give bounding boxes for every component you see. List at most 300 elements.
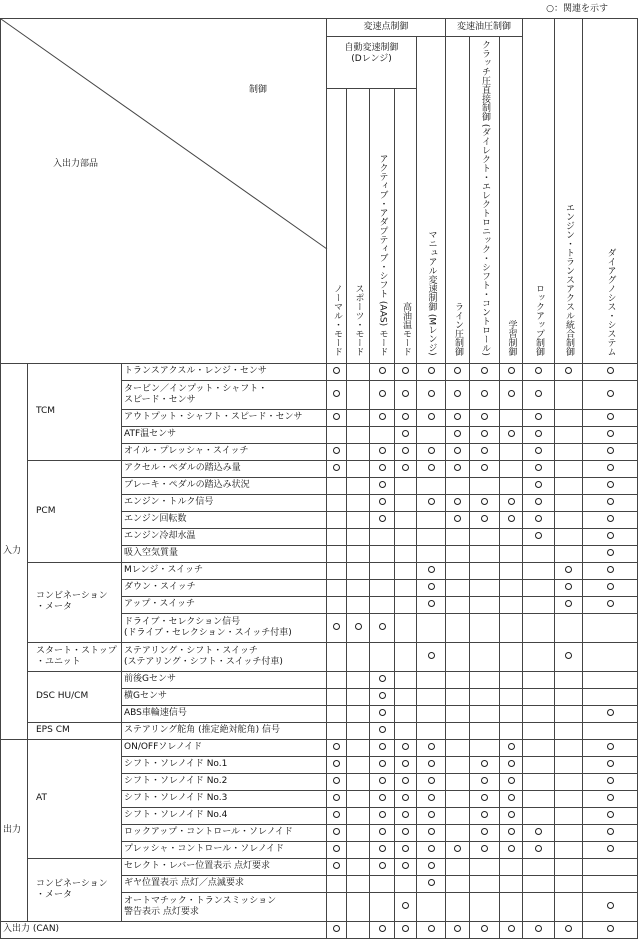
relation-mark [535,413,542,420]
mark-cell [523,443,555,460]
mark-cell [370,596,395,613]
relation-mark [607,743,614,750]
relation-mark [428,845,435,852]
row-name: Mレンジ・スイッチ [122,562,327,579]
mark-cell [470,824,500,841]
relation-mark [379,464,386,471]
mark-cell [446,688,470,705]
mark-cell [500,363,523,380]
mark-cell [370,722,395,739]
row-name: ステアリング舵角 (推定絶対舵角) 信号 [122,722,327,739]
mark-cell [446,790,470,807]
relation-mark [402,430,409,437]
corner-cell [1,19,327,364]
row-name: 前後Gセンサ [122,671,327,688]
mark-cell [347,613,370,642]
header-row-1 [1,19,638,37]
column-header-label: ロックアップ制御 [534,283,545,356]
mark-cell [470,494,500,511]
mark-cell [470,875,500,892]
mark-cell [446,363,470,380]
mark-cell [370,426,395,443]
relation-mark [481,811,488,818]
relation-mark [454,447,461,454]
mark-cell [417,773,446,790]
control-label: 制御 [249,85,268,95]
relation-mark [428,862,435,869]
mark-cell [347,562,370,579]
mark-cell [500,892,523,921]
relation-mark [428,879,435,886]
mark-cell [555,642,583,671]
relation-mark [454,367,461,374]
mark-cell [555,511,583,528]
mark-cell [347,722,370,739]
mark-cell [370,562,395,579]
relation-mark [481,447,488,454]
mark-cell [417,642,446,671]
mark-cell [500,494,523,511]
mark-cell [446,613,470,642]
relation-mark [379,862,386,869]
group-shift-pressure: 変速油圧制御 [446,19,523,37]
relation-mark [333,925,340,932]
relation-mark [402,447,409,454]
mark-cell [470,841,500,858]
relation-mark [379,760,386,767]
mark-cell [500,739,523,756]
mark-cell [446,545,470,562]
mark-cell [500,545,523,562]
relation-mark [428,390,435,397]
mark-cell [347,511,370,528]
mark-cell [583,380,638,409]
relation-mark [454,413,461,420]
mark-cell [395,528,417,545]
relation-mark [481,845,488,852]
mark-cell [446,494,470,511]
mark-cell [470,409,500,426]
mark-cell [347,824,370,841]
mark-cell [583,494,638,511]
mark-cell [370,579,395,596]
mark-cell [395,739,417,756]
mark-cell [500,443,523,460]
mark-cell [523,671,555,688]
relation-mark [508,498,515,505]
mark-cell [395,426,417,443]
mark-cell [555,528,583,545]
legend: ○：関連を示す [546,4,608,14]
mark-cell [347,545,370,562]
mark-cell [395,841,417,858]
relation-mark [333,862,340,869]
mark-cell [417,545,446,562]
mark-cell [370,671,395,688]
row-name: エンジン冷却水温 [122,528,327,545]
mark-cell [555,858,583,875]
table-row [1,642,638,671]
relation-mark [565,600,572,607]
mark-cell [470,596,500,613]
mark-cell [347,443,370,460]
mark-cell [470,380,500,409]
mark-cell [500,921,523,938]
relation-mark [481,413,488,420]
relation-mark [481,828,488,835]
mark-cell [523,841,555,858]
mark-cell [327,739,347,756]
table-row [1,363,638,380]
row-name: アップ・スイッチ [122,596,327,613]
mark-cell [327,688,347,705]
relation-mark [379,794,386,801]
mark-cell [583,443,638,460]
relation-mark [535,515,542,522]
mark-cell [347,426,370,443]
relation-mark [333,743,340,750]
relation-mark [402,862,409,869]
relation-mark [428,464,435,471]
column-header-label: アクティブ・アダプティブ・シフト (AAS) モード [377,153,388,356]
mark-cell [417,892,446,921]
mark-cell [470,511,500,528]
relation-mark [333,367,340,374]
mark-cell [417,596,446,613]
relation-mark [402,413,409,420]
mark-cell [555,705,583,722]
mark-cell [555,409,583,426]
mark-cell [500,824,523,841]
mark-cell [370,807,395,824]
relation-mark [428,925,435,932]
mark-cell [470,705,500,722]
relation-mark [535,498,542,505]
mark-cell [327,562,347,579]
mark-cell [523,380,555,409]
mark-cell [417,562,446,579]
column-header-9 [555,19,583,364]
relation-mark [428,760,435,767]
relation-mark [402,760,409,767]
mark-cell [555,807,583,824]
mark-cell [583,722,638,739]
mark-cell [583,613,638,642]
mark-cell [395,596,417,613]
mark-cell [395,892,417,921]
relation-mark [481,367,488,374]
column-header-label: エンジン・トランスアクスル統合制御 [564,202,575,356]
relation-mark [333,464,340,471]
mark-cell [470,790,500,807]
relation-mark [607,811,614,818]
mark-cell [470,363,500,380]
relation-mark [428,777,435,784]
relation-mark [379,390,386,397]
relation-mark [333,390,340,397]
mark-cell [523,409,555,426]
relation-mark [607,925,614,932]
row-name: ステアリング・シフト・スイッチ (ステアリング・シフト・スイッチ付車) [122,642,327,671]
mark-cell [417,921,446,938]
row-name: タービン／インプット・シャフト・ スピード・センサ [122,380,327,409]
mark-cell [347,739,370,756]
mark-cell [395,642,417,671]
mark-cell [370,494,395,511]
mark-cell [500,579,523,596]
group-label: コンビネーション ・メータ [28,562,122,642]
row-name: オートマチック・トランスミッション 警告表示 点灯要求 [122,892,327,921]
group-label: EPS CM [28,722,122,739]
relation-mark [428,498,435,505]
relation-mark [402,777,409,784]
mark-cell [555,824,583,841]
row-name: ブレーキ・ペダルの踏込み状況 [122,477,327,494]
column-header-3 [395,88,417,363]
relation-mark [428,828,435,835]
column-header-8 [523,19,555,364]
mark-cell [370,477,395,494]
mark-cell [395,511,417,528]
mark-cell [555,477,583,494]
relation-mark [428,811,435,818]
mark-cell [446,705,470,722]
relation-mark [565,652,572,659]
mark-cell [327,705,347,722]
row-name: セレクト・レバー位置表示 点灯要求 [122,858,327,875]
mark-cell [555,841,583,858]
mark-cell [523,363,555,380]
mark-cell [327,426,347,443]
group-label: スタート・ストップ ・ユニット [28,642,122,671]
mark-cell [347,858,370,875]
relation-mark [565,583,572,590]
mark-cell [347,409,370,426]
mark-cell [347,921,370,938]
relation-table [0,18,638,939]
mark-cell [327,443,347,460]
mark-cell [417,671,446,688]
table-row [1,739,638,756]
mark-cell [417,824,446,841]
column-header-label: ノーマル・モード [332,283,343,356]
mark-cell [523,545,555,562]
mark-cell [583,460,638,477]
relation-mark [333,760,340,767]
mark-cell [470,477,500,494]
row-name: ギヤ位置表示 点灯／点滅要求 [122,875,327,892]
relation-mark [481,794,488,801]
mark-cell [583,477,638,494]
mark-cell [395,790,417,807]
relation-mark [508,367,515,374]
relation-mark [379,845,386,852]
mark-cell [523,790,555,807]
mark-cell [370,688,395,705]
mark-cell [583,824,638,841]
relation-mark [607,390,614,397]
relation-mark [379,925,386,932]
relation-mark [428,652,435,659]
mark-cell [446,579,470,596]
relation-mark [607,549,614,556]
mark-cell [523,426,555,443]
mark-cell [395,579,417,596]
mark-cell [500,613,523,642]
column-header-label: ダイアグノシス・システム [605,247,616,356]
relation-mark [379,675,386,682]
mark-cell [583,773,638,790]
mark-cell [470,892,500,921]
mark-cell [347,841,370,858]
can-row [1,921,638,938]
row-name: ダウン・スイッチ [122,579,327,596]
mark-cell [370,642,395,671]
column-header-10 [583,19,638,364]
relation-mark [607,600,614,607]
mark-cell [555,596,583,613]
mark-cell [583,545,638,562]
relation-mark [333,828,340,835]
mark-cell [523,807,555,824]
row-name: シフト・ソレノイド No.4 [122,807,327,824]
mark-cell [555,494,583,511]
row-name: シフト・ソレノイド No.2 [122,773,327,790]
relation-mark [607,777,614,784]
diagonal-line [1,19,327,249]
relation-mark [402,367,409,374]
relation-mark [428,583,435,590]
mark-cell [347,579,370,596]
relation-mark [607,583,614,590]
mark-cell [327,494,347,511]
mark-cell [500,460,523,477]
column-header-0 [327,88,347,363]
relation-mark [402,925,409,932]
mark-cell [417,705,446,722]
relation-mark [428,447,435,454]
mark-cell [500,477,523,494]
relation-mark [607,566,614,573]
mark-cell [370,858,395,875]
mark-cell [555,875,583,892]
mark-cell [555,460,583,477]
mark-cell [446,671,470,688]
mark-cell [395,562,417,579]
mark-cell [500,858,523,875]
mark-cell [395,773,417,790]
column-header-label: マニュアル変速制御 (Mレンジ) [426,230,437,356]
mark-cell [446,562,470,579]
mark-cell [500,642,523,671]
mark-cell [500,790,523,807]
mark-cell [347,494,370,511]
mark-cell [417,790,446,807]
mark-cell [470,921,500,938]
relation-mark [379,709,386,716]
relation-mark [333,794,340,801]
mark-cell [583,858,638,875]
relation-mark [428,794,435,801]
relation-mark [402,828,409,835]
mark-cell [523,875,555,892]
mark-cell [470,545,500,562]
relation-mark [607,828,614,835]
mark-cell [500,562,523,579]
mark-cell [327,875,347,892]
row-name: ロックアップ・コントロール・ソレノイド [122,824,327,841]
mark-cell [555,613,583,642]
relation-mark [607,794,614,801]
relation-mark [402,902,409,909]
mark-cell [446,875,470,892]
row-name: シフト・ソレノイド No.3 [122,790,327,807]
mark-cell [347,528,370,545]
mark-cell [395,858,417,875]
mark-cell [327,511,347,528]
mark-cell [395,380,417,409]
relation-mark [508,811,515,818]
relation-mark [379,515,386,522]
mark-cell [370,739,395,756]
relation-mark [481,515,488,522]
column-header-2 [370,88,395,363]
relation-mark [333,447,340,454]
mark-cell [417,756,446,773]
mark-cell [470,858,500,875]
mark-cell [583,528,638,545]
relation-mark [454,515,461,522]
mark-cell [370,380,395,409]
mark-cell [583,642,638,671]
mark-cell [327,642,347,671]
mark-cell [555,892,583,921]
relation-mark [333,777,340,784]
relation-mark [379,692,386,699]
mark-cell [523,858,555,875]
mark-cell [446,460,470,477]
mark-cell [500,756,523,773]
mark-cell [417,494,446,511]
relation-mark [379,447,386,454]
relation-mark [379,498,386,505]
mark-cell [583,363,638,380]
mark-cell [446,511,470,528]
relation-mark [535,845,542,852]
mark-cell [470,562,500,579]
mark-cell [446,892,470,921]
relation-mark [402,390,409,397]
column-header-label: 学習制御 [506,319,517,356]
mark-cell [446,477,470,494]
mark-cell [583,671,638,688]
relation-mark [508,777,515,784]
mark-cell [446,773,470,790]
mark-cell [523,921,555,938]
relation-mark [535,367,542,374]
relation-mark [481,498,488,505]
mark-cell [370,363,395,380]
mark-cell [500,426,523,443]
relation-mark [607,367,614,374]
mark-cell [446,528,470,545]
mark-cell [470,613,500,642]
relation-mark [454,498,461,505]
mark-cell [370,841,395,858]
mark-cell [327,671,347,688]
relation-mark [607,709,614,716]
mark-cell [583,562,638,579]
